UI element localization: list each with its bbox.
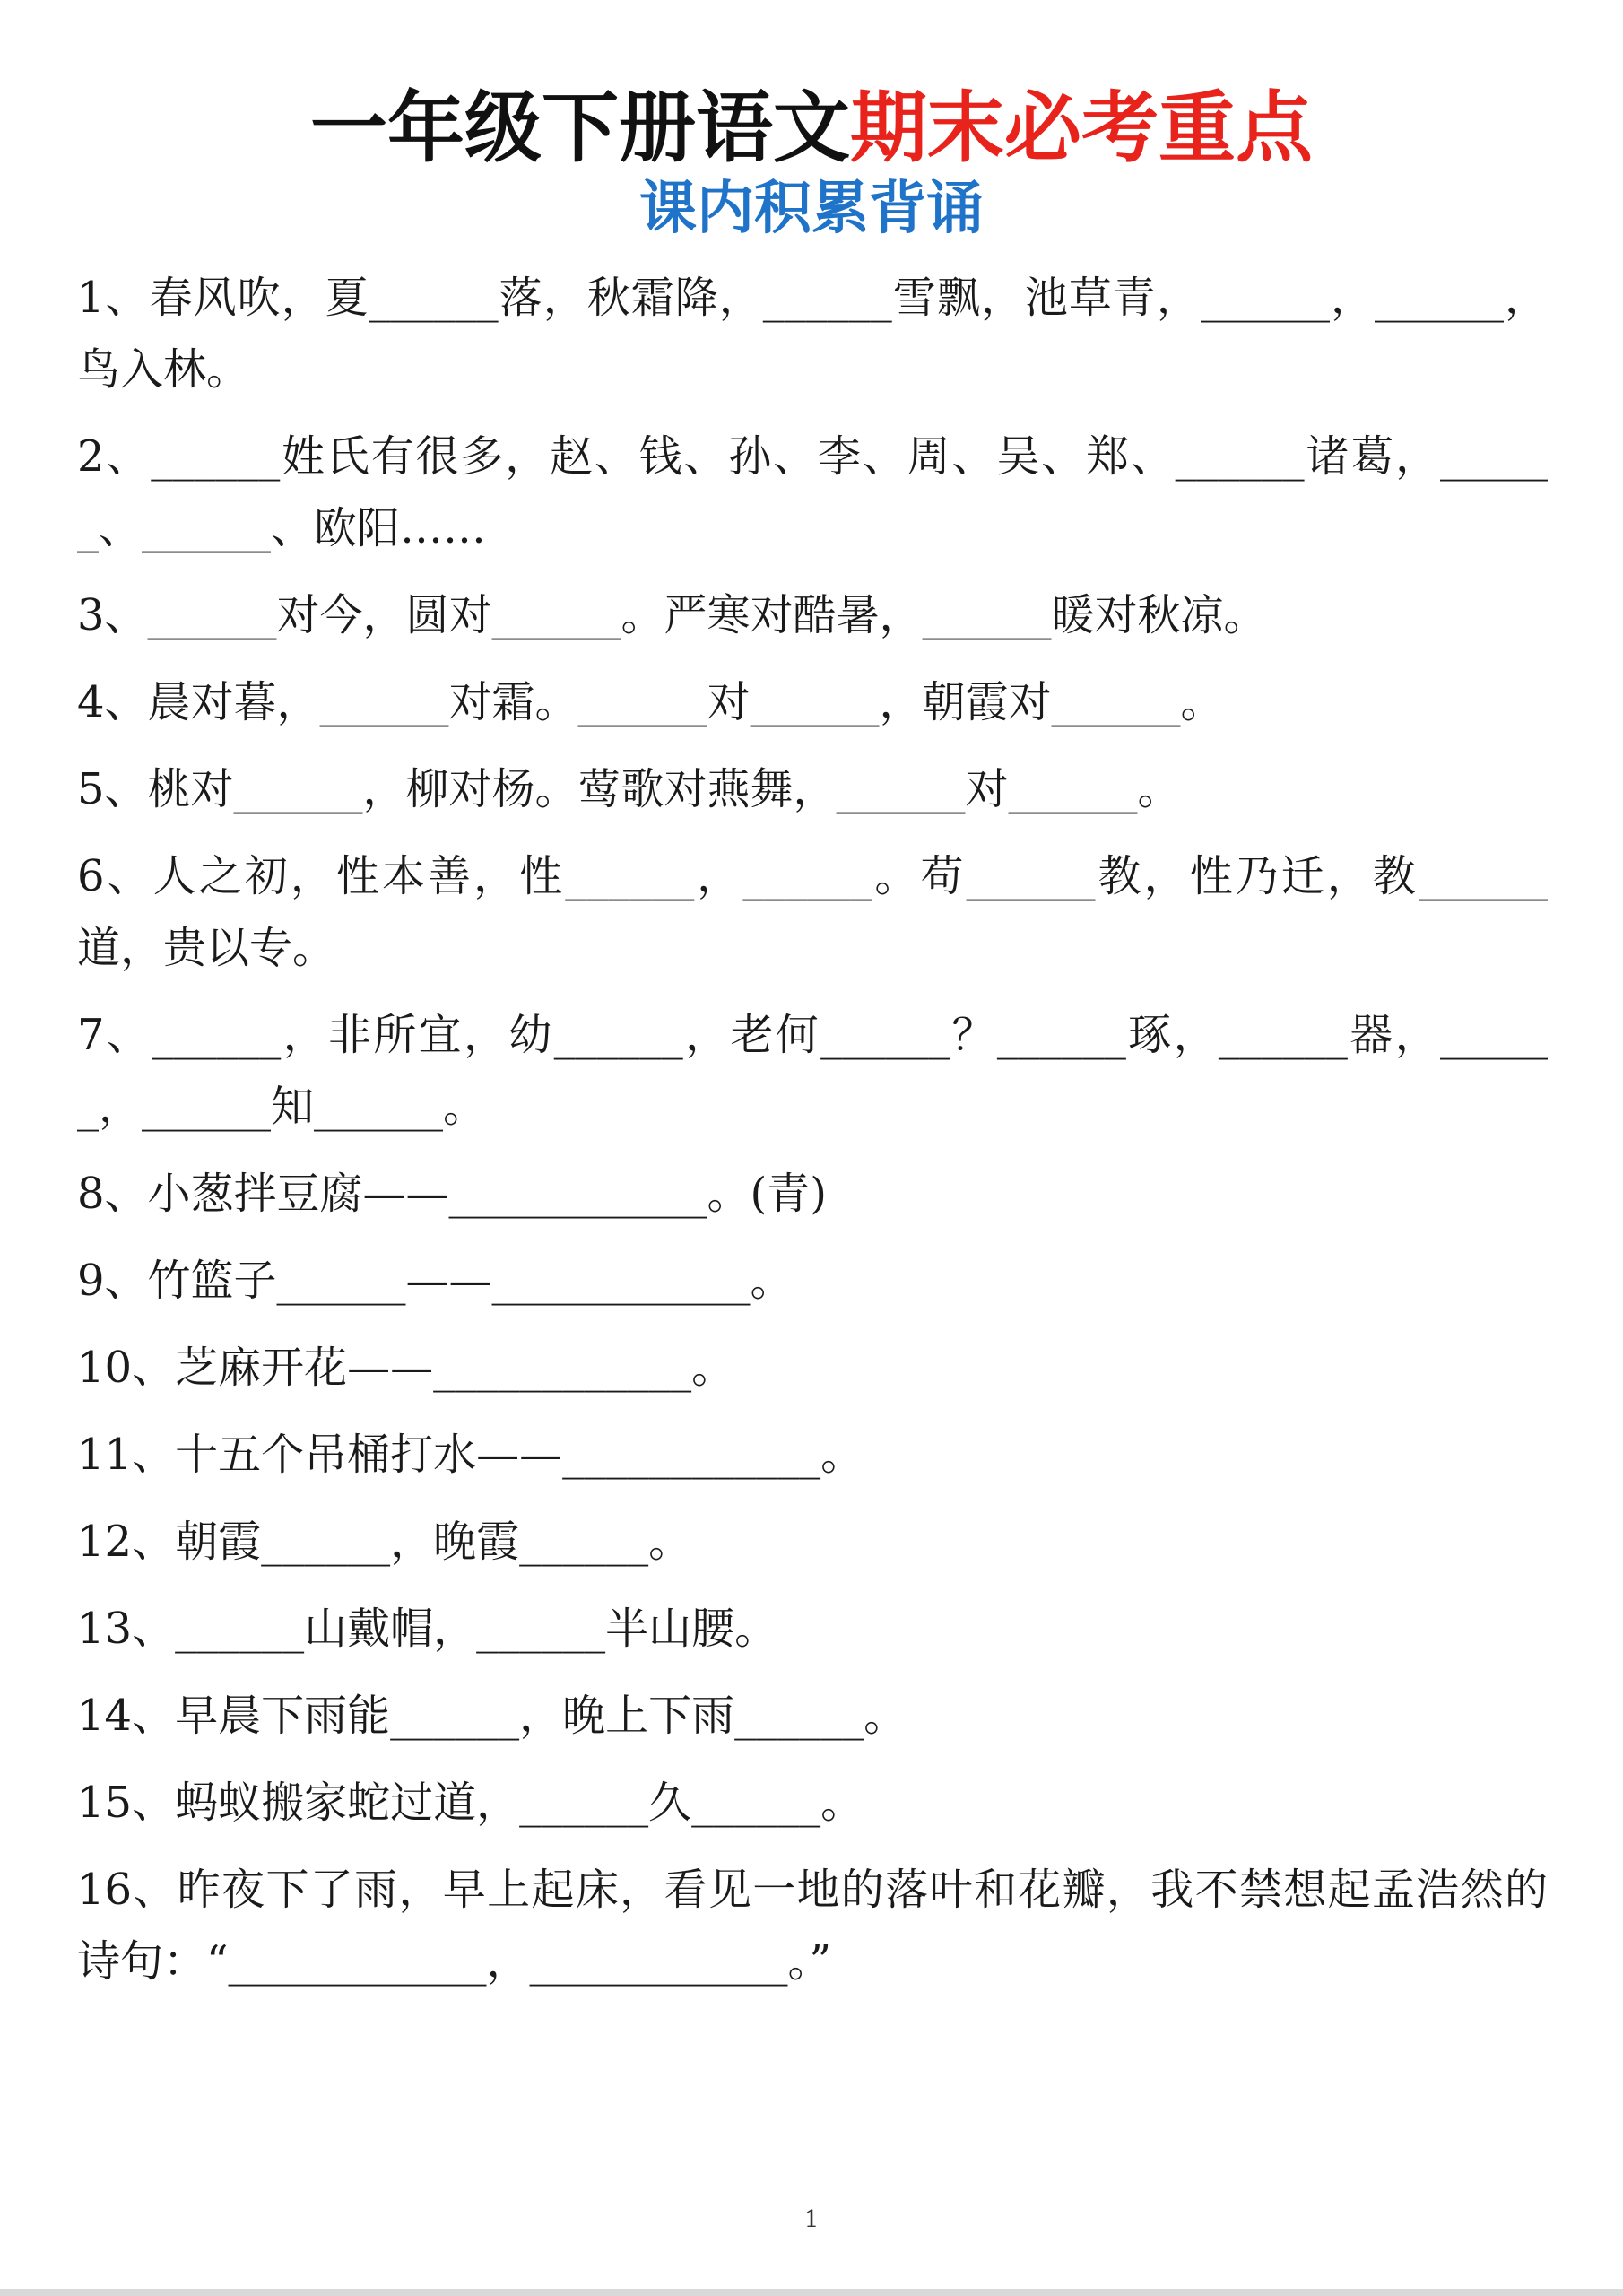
question-item-5: 5、桃对______，柳对杨。莺歌对燕舞，______对______。 [77, 764, 1181, 814]
question-item-13: 13、______山戴帽，______半山腰。 [77, 1604, 778, 1654]
question-item-8: 8、小葱拌豆腐——____________。(青) [77, 1169, 827, 1219]
page-subtitle: 课内积累背诵 [639, 176, 984, 242]
question-item-14: 14、早晨下雨能______，晚上下雨______。 [77, 1691, 907, 1741]
page-title-part-red: 期末必考重点 [850, 83, 1313, 173]
question-item-16: 16、昨夜下了雨，早上起床，看见一地的落叶和花瓣，我不禁想起孟浩然的诗句：“____________，____________。” [77, 1865, 1548, 1987]
question-item-1: 1、春风吹，夏______落，秋霜降，______雪飘，池草青，______，______，鸟入林。 [77, 273, 1548, 395]
question-item-10: 10、芝麻开花——____________。 [77, 1343, 735, 1393]
page-number: 1 [803, 2206, 820, 2233]
question-item-11: 11、十五个吊桶打水——____________。 [77, 1430, 864, 1480]
page-bottom-edge [0, 2289, 1623, 2296]
question-item-7: 7、______，非所宜，幼______，老何______？______琢，______器，______，______知______。 [77, 1010, 1548, 1132]
question-item-3: 3、______对今，圆对______。严寒对酷暑，______暖对秋凉。 [77, 590, 1267, 640]
question-item-12: 12、朝霞______，晚霞______。 [77, 1517, 692, 1567]
question-item-6: 6、人之初，性本善，性______，______。苟______教，性乃迁，教______道，贵以专。 [77, 851, 1548, 973]
question-item-4: 4、晨对暮，______对霜。______对______，朝霞对______。 [77, 677, 1224, 727]
question-item-9: 9、竹篮子______——____________。 [77, 1256, 794, 1306]
page-title-part-black: 一年级下册语文 [310, 83, 850, 173]
page-title [0, 79, 1623, 178]
question-item-2: 2、______姓氏有很多，赵、钱、孙、李、周、吴、郑、______诸葛，______、______、欧阳…… [77, 431, 1548, 553]
question-item-15: 15、蚂蚁搬家蛇过道，______久______。 [77, 1778, 864, 1828]
question-list [77, 262, 1548, 2013]
